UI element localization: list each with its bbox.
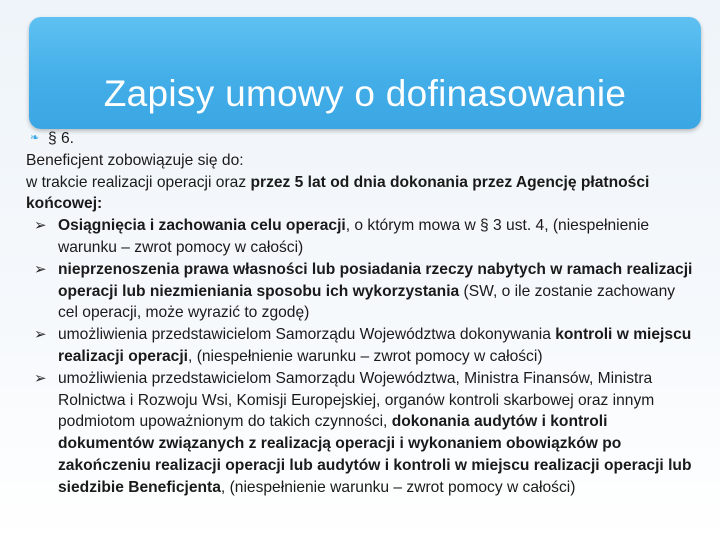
list-item-bold-text: Osiągnięcia i zachowania celu operacji: [58, 217, 346, 235]
list-item-text: umożliwienia przedstawicielom Samorządu Województwa dokonywania: [58, 326, 556, 344]
list-item-bold-text: kontroli w miejscu realizacji operacji: [58, 326, 692, 365]
paragraph-mark: § 6.: [48, 130, 75, 147]
list-item: [26, 215, 694, 259]
intro-obligation: [26, 172, 694, 216]
list-item-text: , (niespełnienie warunku – zwrot pomocy w całości): [220, 478, 576, 496]
intro-text: w trakcie realizacji operacji oraz: [26, 173, 251, 191]
list-item-text: (SW, o ile zostanie zachowany cel operacji, może wyrazić to zgodę): [58, 282, 676, 322]
intro-bold-text: przez 5 lat od dnia dokonania przez Agencję płatności końcowej:: [26, 173, 650, 213]
slide-content: [26, 128, 694, 499]
list-item-bold-text: dokonania audytów i kontroli dokumentów związanych z realizacją operacji i wykonaniem obowiązków po zakończeniu realizacji operacji lub audytów i kontroli w miejscu realizacji operacji lub siedzibie Beneficjenta: [58, 413, 692, 496]
list-item-bold-text: nieprzenoszenia prawa własności lub posiadania rzeczy nabytych w ramach realizacji operacji lub niezmieniania sposobu ich wykorzystania: [58, 260, 693, 300]
list-item-text: , o którym mowa w § 3 ust. 4, (niespełnienie warunku – zwrot pomocy w całości): [58, 217, 650, 256]
bullet-icon: ❧: [30, 132, 40, 144]
list-item: [26, 368, 694, 499]
paragraph-mark-line: [26, 128, 694, 150]
arrow-bullet-icon: ➢: [34, 260, 47, 278]
list-item-text: umożliwienia przedstawicielom Samorządu Województwa, Ministra Finansów, Ministra Rolnictwa i Rozwoju Wsi, Komisji Europejskiej, organów kontroli skarbowej oraz innym podmiotom upoważnionym do takich czynności,: [58, 369, 655, 431]
list-item: [26, 259, 694, 324]
arrow-bullet-icon: ➢: [34, 217, 47, 235]
title-banner: [29, 17, 701, 129]
slide-title: Zapisy umowy o dofinasowanie: [103, 73, 627, 114]
intro-line: Beneficjent zobowiązuje się do:: [26, 151, 244, 169]
arrow-bullet-icon: ➢: [34, 326, 47, 344]
list-item: [26, 324, 694, 368]
arrow-bullet-icon: ➢: [34, 369, 47, 387]
list-item-text: , (niespełnienie warunku – zwrot pomocy w całości): [188, 347, 543, 365]
obligation-list: [26, 215, 694, 498]
